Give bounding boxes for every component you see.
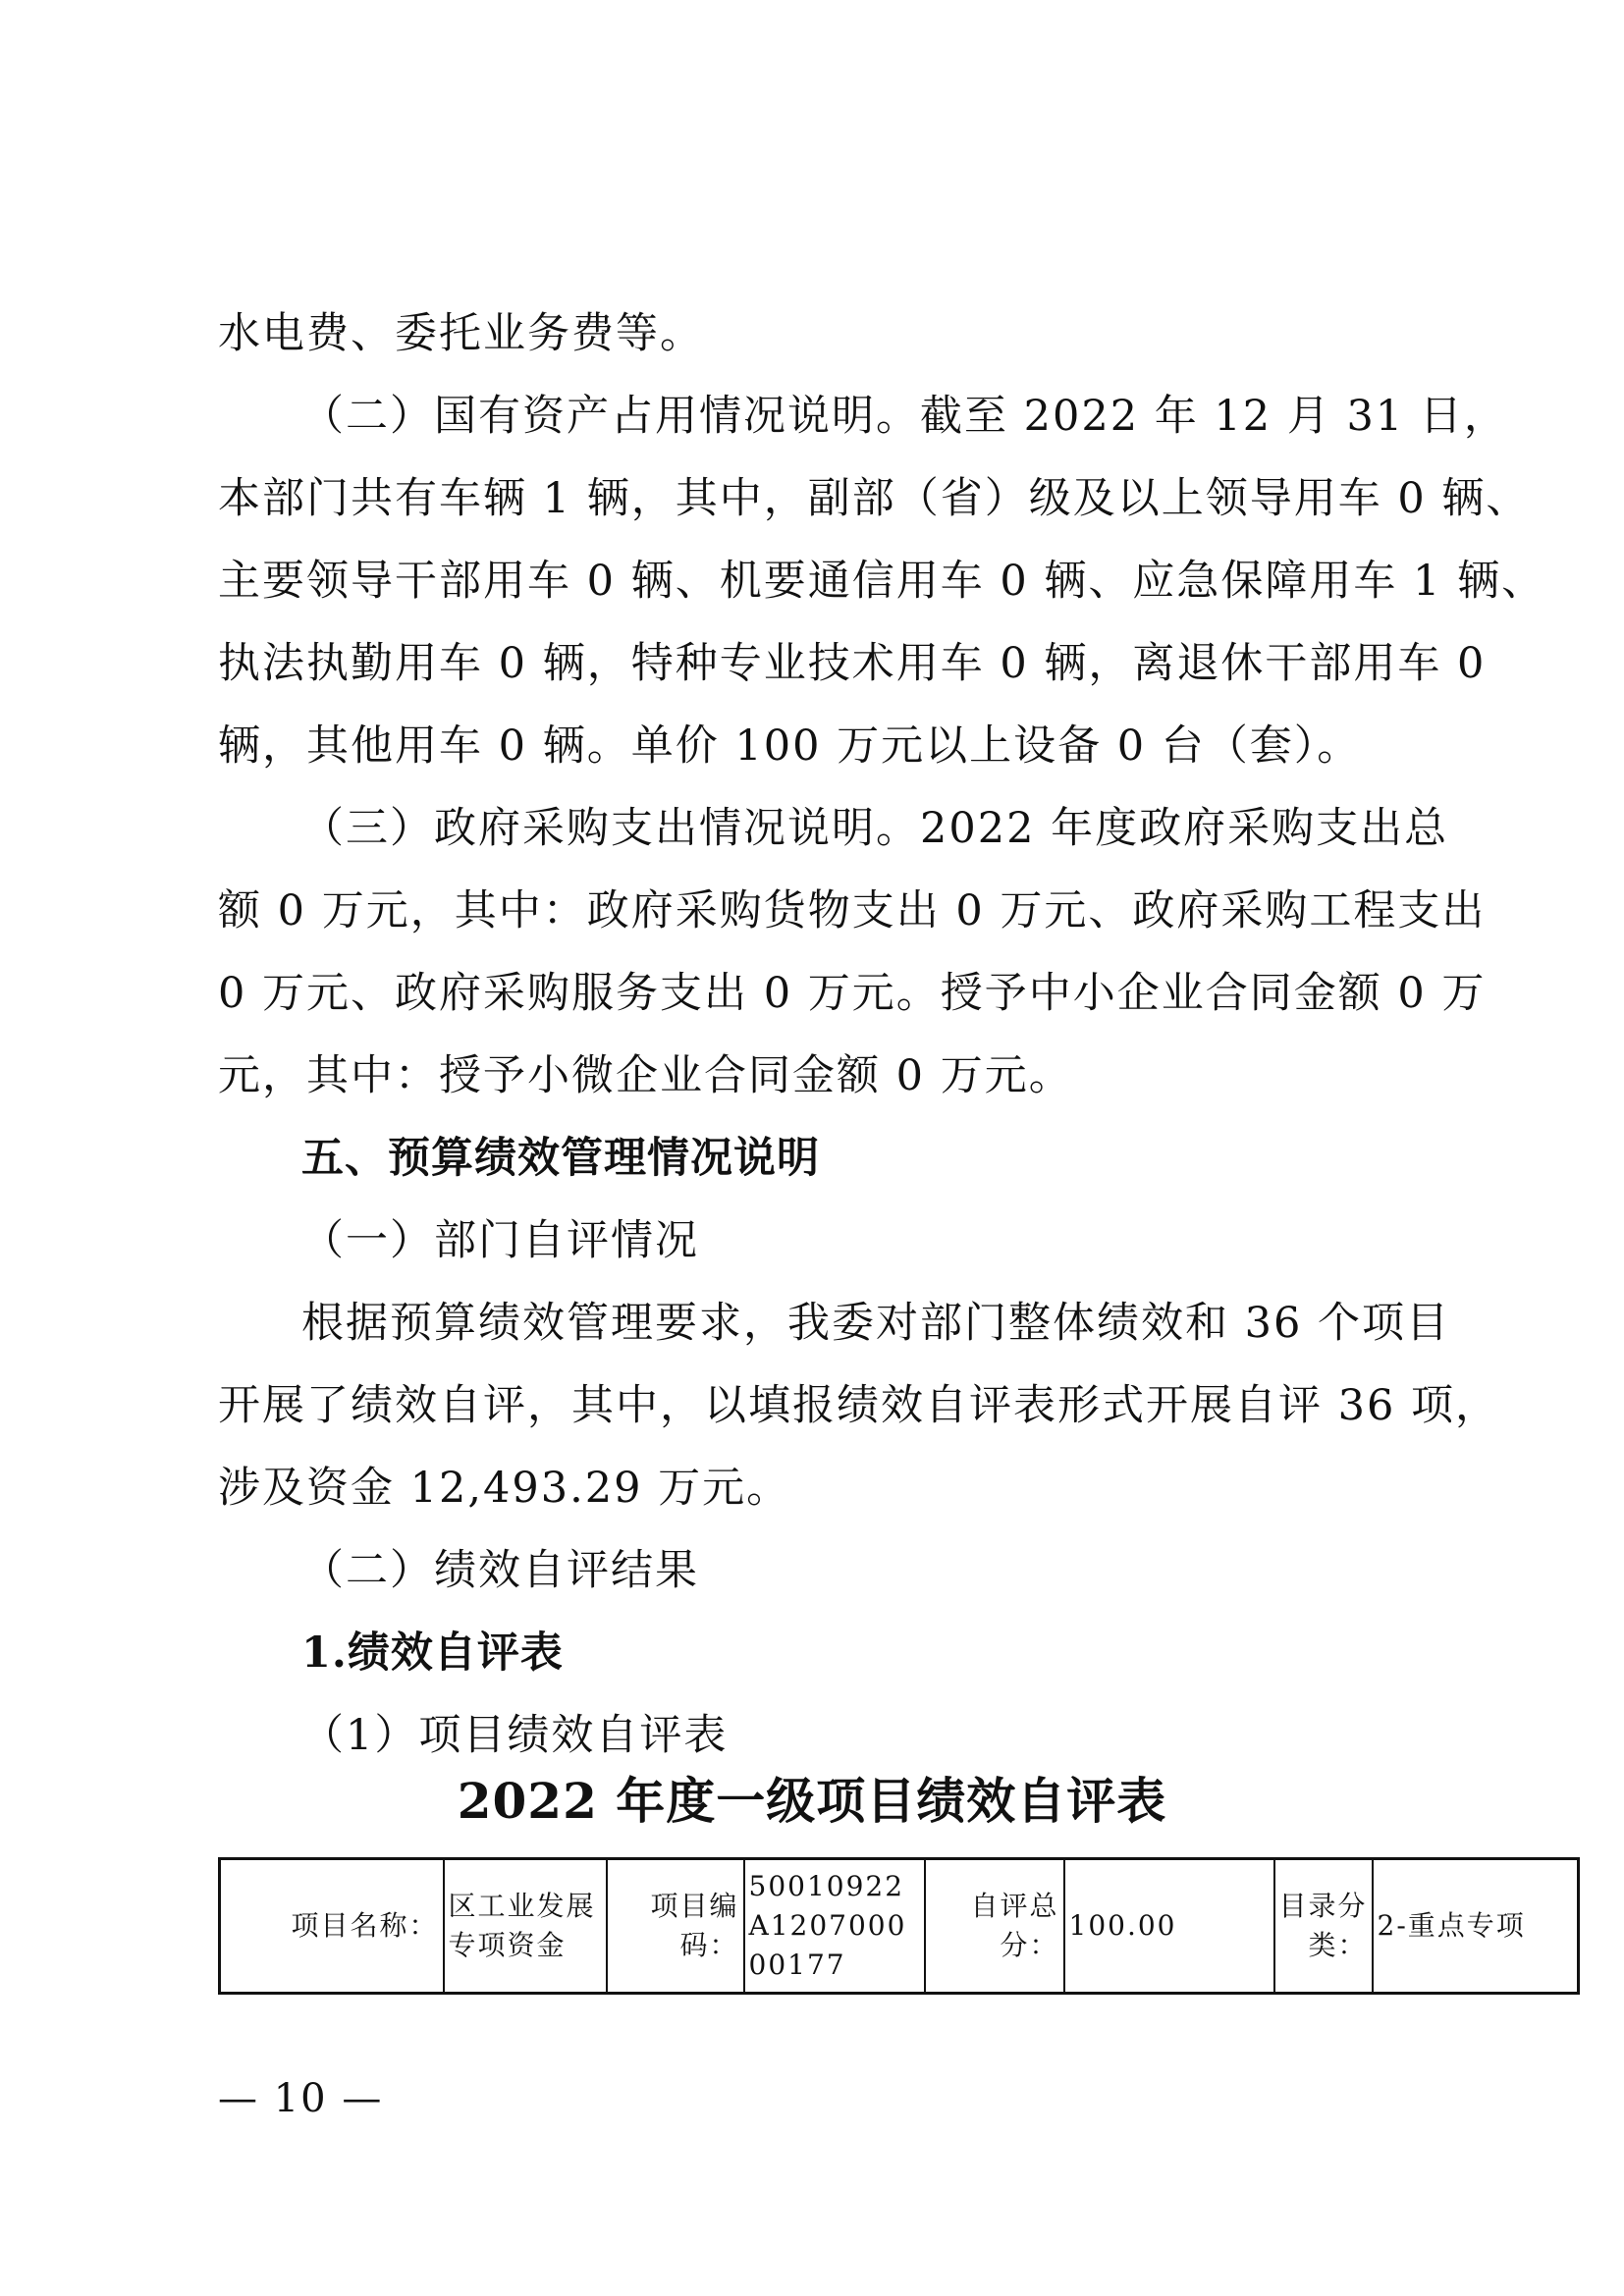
score-label: 自评总分： — [925, 1859, 1064, 1994]
body-line: 主要领导干部用车 0 辆、机要通信用车 0 辆、应急保障用车 1 辆、 — [218, 557, 1546, 606]
category-value: 2-重点专项 — [1373, 1859, 1579, 1994]
body-line: 0 万元、政府采购服务支出 0 万元。授予中小企业合同金额 0 万 — [218, 969, 1487, 1018]
evaluation-table — [218, 1857, 1580, 1995]
section-heading: 五、预算绩效管理情况说明 — [301, 1134, 820, 1183]
body-line: 执法执勤用车 0 辆，特种专业技术用车 0 辆，离退休干部用车 0 — [218, 639, 1487, 688]
body-line: 额 0 万元，其中：政府采购货物支出 0 万元、政府采购工程支出 — [218, 886, 1487, 935]
body-line: 辆，其他用车 0 辆。单价 100 万元以上设备 0 台（套）。 — [218, 721, 1362, 771]
project-name-value: 区工业发展专项资金 — [444, 1859, 607, 1994]
project-code-label: 项目编码： — [607, 1859, 744, 1994]
subsection-heading: （一）部门自评情况 — [301, 1216, 699, 1265]
subsection-heading: （1）项目绩效自评表 — [301, 1711, 729, 1760]
body-line: 根据预算绩效管理要求，我委对部门整体绩效和 36 个项目 — [301, 1299, 1451, 1348]
body-line: （三）政府采购支出情况说明。2022 年度政府采购支出总 — [301, 804, 1449, 853]
project-code-value: 50010922A120700000177 — [744, 1859, 925, 1994]
body-line: （二）国有资产占用情况说明。截至 2022 年 12 月 31 日， — [301, 392, 1508, 441]
body-line: 开展了绩效自评，其中，以填报绩效自评表形式开展自评 36 项， — [218, 1381, 1500, 1430]
subsection-heading: 1.绩效自评表 — [301, 1629, 564, 1678]
subsection-heading: （二）绩效自评结果 — [301, 1546, 699, 1595]
body-line: 本部门共有车辆 1 辆，其中，副部（省）级及以上领导用车 0 辆、 — [218, 474, 1531, 523]
table-title: 2022 年度一级项目绩效自评表 — [457, 1772, 1167, 1830]
body-line: 水电费、委托业务费等。 — [218, 309, 704, 358]
table-row — [220, 1859, 1579, 1994]
body-line: 元，其中：授予小微企业合同金额 0 万元。 — [218, 1051, 1073, 1100]
category-label: 目录分类： — [1274, 1859, 1373, 1994]
score-value: 100.00 — [1064, 1859, 1274, 1994]
page-number: — 10 — — [218, 2076, 384, 2121]
project-name-label: 项目名称： — [220, 1859, 444, 1994]
body-line: 涉及资金 12,493.29 万元。 — [218, 1464, 791, 1513]
